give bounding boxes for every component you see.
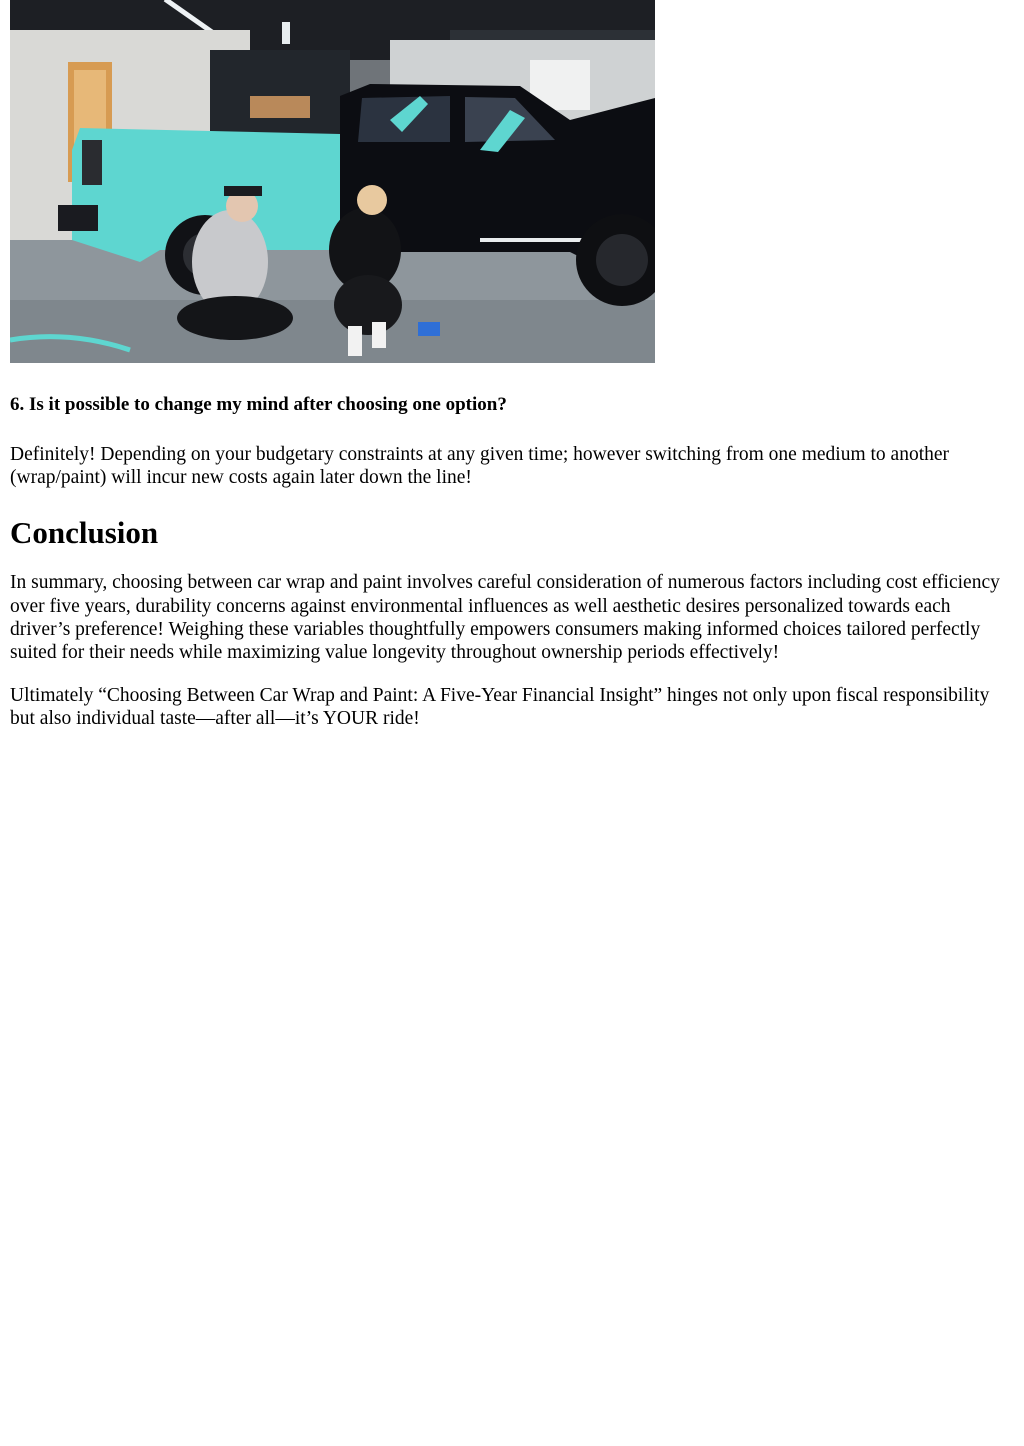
article-photo	[10, 0, 655, 363]
faq-answer: Definitely! Depending on your budgetary constraints at any given time; however switching from one medium to another (wrap/paint) will incur new costs again later down the line!	[10, 444, 950, 489]
truck-wrapping-photo	[10, 0, 655, 363]
conclusion-paragraph-2: Ultimately “Choosing Between Car Wrap and Paint: A Five-Year Financial Insight” hinges not only upon fiscal responsibility but also individual taste—after all—it’s YOUR ride!	[10, 685, 990, 730]
section-heading-conclusion: Conclusion	[10, 515, 159, 551]
conclusion-paragraph-1: In summary, choosing between car wrap and paint involves careful consideration of numerous factors including cost efficiency over five years, durability concerns against environmental influences as well aesthetic desires personalized towards each driver’s preference! Weighing these variables thoughtfully empowers consumers making informed choices tailored perfectly suited for their needs while maximizing value longevity throughout ownership periods effectively!	[10, 572, 1000, 664]
article-page	[10, 0, 1010, 731]
faq-question: 6. Is it possible to change my mind after choosing one option?	[10, 394, 507, 415]
